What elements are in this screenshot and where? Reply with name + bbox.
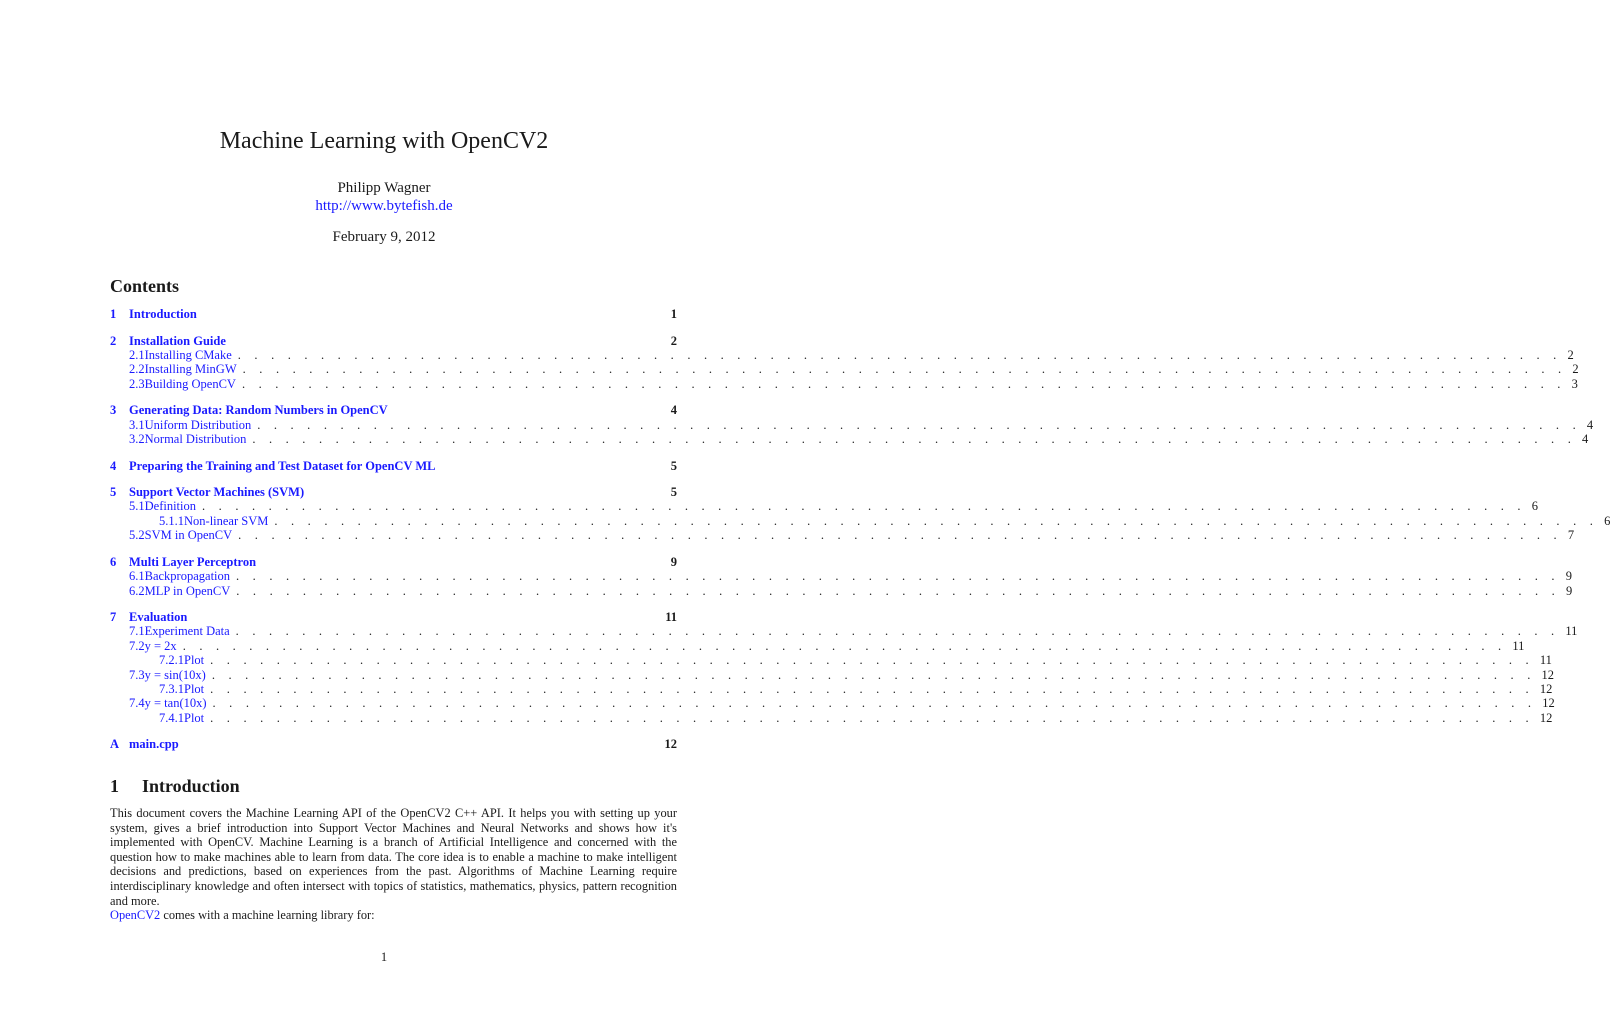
toc-leader-dots: . . . . . . . . . . . . . . . . . . . . . . . . . . . . . . . . . . . . . . . . . . . . . . . . . . . . . . . . . . . . . . . . . . . . . . . . . . . . . . . . [235, 624, 1560, 639]
toc-leader-dots: . . . . . . . . . . . . . . . . . . . . . . . . . . . . . . . . . . . . . . . . . . . . . . . . . . . . . . . . . . . . . . . . . . . . . . . . . . . . . . . . [242, 362, 1567, 377]
toc-entry-label[interactable]: Plot [184, 682, 205, 696]
intro-line-rest: comes with a machine learning library for: [160, 908, 375, 922]
toc-entry-number: 7.4 [129, 696, 145, 711]
toc-entry-page: 4 [670, 403, 677, 418]
toc-entry-page: 2 [1572, 362, 1579, 377]
toc-entry-page: 5 [670, 485, 677, 499]
toc-entry-number: 7.3.1 [159, 682, 184, 696]
toc-entry-page: 11 [1512, 638, 1525, 653]
toc-entry[interactable] [110, 710, 1553, 726]
toc-entry-label[interactable]: main.cpp [129, 737, 179, 752]
toc-entry-number: 7 [110, 610, 117, 624]
toc-entry[interactable] [110, 307, 677, 322]
toc-entry-number: 2.1 [129, 347, 145, 362]
toc-entry-label[interactable]: y = 2x [144, 638, 177, 653]
toc-entry-label[interactable]: Installation Guide [129, 333, 226, 348]
toc-entry-number: 3 [110, 403, 117, 418]
toc-entry-label[interactable]: Building OpenCV [144, 376, 236, 391]
toc-entry-number: 7.4.1 [159, 710, 184, 725]
toc-entry-label[interactable]: Installing CMake [144, 347, 232, 362]
toc-entry-page: 6 [1604, 513, 1610, 528]
toc-entry[interactable] [110, 417, 1594, 433]
toc-entry-page: 11 [1539, 653, 1552, 668]
toc-entry-label[interactable]: Uniform Distribution [144, 417, 252, 432]
toc-entry-page: 4 [1586, 417, 1594, 432]
toc-entry[interactable] [110, 555, 677, 570]
toc-entry-label[interactable]: Plot [184, 653, 205, 668]
toc-entry-label[interactable]: Non-linear SVM [184, 513, 269, 528]
toc-entry[interactable] [110, 485, 677, 500]
toc-entry-page: 1 [670, 307, 677, 321]
section-heading-introduction [110, 776, 240, 797]
toc-entry-page: 12 [1539, 710, 1553, 725]
document-date: February 9, 2012 [332, 229, 436, 245]
toc-entry-label[interactable]: Introduction [129, 307, 197, 321]
page-number: 1 [380, 950, 388, 964]
toc-entry[interactable] [110, 583, 1573, 599]
document-title: Machine Learning with OpenCV2 [219, 128, 549, 154]
toc-entry-page: 9 [1565, 569, 1572, 584]
toc-entry-page: 12 [1542, 696, 1555, 711]
toc-entry[interactable] [110, 610, 677, 625]
toc-entry-number: 1 [110, 307, 117, 321]
toc-entry-label[interactable]: Normal Distribution [144, 432, 247, 446]
toc-entry-label[interactable]: Evaluation [129, 610, 188, 624]
toc-entry-label[interactable]: SVM in OpenCV [144, 528, 233, 543]
toc-entry-page: 12 [664, 737, 677, 752]
toc-entry-label[interactable]: Preparing the Training and Test Dataset for OpenCV ML [129, 458, 436, 473]
section-number: 1 [110, 776, 119, 796]
toc-leader-dots: . . . . . . . . . . . . . . . . . . . . . . . . . . . . . . . . . . . . . . . . . . . . . . . . . . . . . . . . . . . . . . . . . . . . . . . . . . . . . . . . [210, 710, 1534, 725]
toc-leader-dots: . . . . . . . . . . . . . . . . . . . . . . . . . . . . . . . . . . . . . . . . . . . . . . . . . . . . . . . . . . . . . . . . . . . . . . . . . . . . . . . . [182, 638, 1507, 653]
toc-entry-page: 9 [1565, 583, 1573, 598]
toc-leader-dots: . . . . . . . . . . . . . . . . . . . . . . . . . . . . . . . . . . . . . . . . . . . . . . . . . . . . . . . . . . . . . . . . . . . . . . . . . . . . . . . . [212, 696, 1537, 711]
toc-leader-dots: . . . . . . . . . . . . . . . . . . . . . . . . . . . . . . . . . . . . . . . . . . . . . . . . . . . . . . . . . . . . . . . . . . . . . . . . . . . . . . . . [237, 347, 1562, 362]
toc-entry-label[interactable]: Installing MinGW [144, 362, 237, 377]
toc-entry-number: 7.3 [129, 667, 145, 682]
section-title: Introduction [142, 776, 240, 796]
toc-entry-page: 2 [670, 333, 677, 348]
contents-heading: Contents [110, 276, 180, 296]
intro-paragraph: This document covers the Machine Learning API of the OpenCV2 C++ API. It helps you with setting up your system, gives a brief introduction into Support Vector Machines and Neural Networks and shows how it's implemented with OpenCV. Machine Learning is a branch of Artificial Intelligence and concerned with the question how to make machines able to learn from data. The core idea is to enable a machine to make intelligent decisions and predictions, based on experiences from the past. Algorithms of Machine Learning require interdisciplinary knowledge and often intersect with topics of statistics, mathematics, physics, pattern recognition and more. [110, 806, 677, 908]
toc-entry-number: 6.2 [129, 583, 145, 598]
toc-entry-number: 5.1 [129, 499, 145, 514]
toc-entry[interactable] [110, 376, 1578, 392]
toc-entry-page: 11 [665, 610, 677, 624]
toc-entry[interactable] [110, 569, 1572, 584]
toc-entry[interactable] [110, 513, 1610, 529]
toc-entry-page: 5 [670, 458, 677, 473]
toc-leader-dots: . . . . . . . . . . . . . . . . . . . . . . . . . . . . . . . . . . . . . . . . . . . . . . . . . . . . . . . . . . . . . . . . . . . . . . . . . . . . . . . . [274, 513, 1599, 528]
toc-entry-page: 12 [1541, 667, 1555, 682]
toc-entry[interactable] [110, 696, 1555, 711]
toc-entry[interactable] [110, 362, 1579, 377]
author-url-link[interactable]: http://www.bytefish.de [315, 198, 453, 214]
toc-entry-label[interactable]: Backpropagation [144, 569, 231, 584]
toc-entry[interactable] [110, 334, 677, 349]
toc-entry-number: A [110, 737, 120, 752]
toc-entry-page: 12 [1539, 682, 1553, 696]
toc-entry-number: 2.3 [129, 376, 145, 391]
toc-leader-dots: . . . . . . . . . . . . . . . . . . . . . . . . . . . . . . . . . . . . . . . . . . . . . . . . . . . . . . . . . . . . . . . . . . . . . . . . . . . . . . . . [211, 667, 1536, 682]
toc-entry-number: 6 [110, 554, 117, 569]
toc-entry-number: 2 [110, 333, 117, 348]
toc-entry-number: 6.1 [129, 569, 145, 584]
toc-entry-label[interactable]: MLP in OpenCV [144, 583, 231, 598]
opencv2-link[interactable]: OpenCV2 [110, 908, 161, 922]
toc-entry-number: 3.2 [129, 432, 145, 446]
toc-entry-number: 3.1 [129, 417, 145, 432]
toc-leader-dots: . . . . . . . . . . . . . . . . . . . . . . . . . . . . . . . . . . . . . . . . . . . . . . . . . . . . . . . . . . . . . . . . . . . . . . . . . . . . . . . . [257, 417, 1581, 432]
author-name: Philipp Wagner [337, 180, 431, 196]
toc-leader-dots: . . . . . . . . . . . . . . . . . . . . . . . . . . . . . . . . . . . . . . . . . . . . . . . . . . . . . . . . . . . . . . . . . . . . . . . . . . . . . . . . [241, 376, 1566, 391]
toc-entry-label[interactable]: y = sin(10x) [144, 667, 206, 682]
toc-entry-page: 6 [1531, 499, 1538, 514]
toc-entry-number: 2.2 [129, 362, 145, 377]
toc-entry-number: 5.2 [129, 528, 145, 543]
toc-entry-number: 7.1 [129, 624, 145, 639]
toc-leader-dots: . . . . . . . . . . . . . . . . . . . . . . . . . . . . . . . . . . . . . . . . . . . . . . . . . . . . . . . . . . . . . . . . . . . . . . . . . . . . . . . . [252, 432, 1577, 446]
toc-entry-label[interactable]: Definition [144, 499, 197, 514]
toc-entry-page: 2 [1567, 347, 1574, 362]
toc-entry-number: 7.2 [129, 638, 145, 653]
toc-entry[interactable] [110, 499, 1538, 514]
toc-leader-dots: . . . . . . . . . . . . . . . . . . . . . . . . . . . . . . . . . . . . . . . . . . . . . . . . . . . . . . . . . . . . . . . . . . . . . . . . . . . . . . . . [202, 499, 1526, 514]
toc-entry-number: 4 [110, 458, 117, 473]
toc-entry-number: 7.2.1 [159, 653, 184, 668]
toc-entry[interactable] [110, 528, 1575, 543]
toc-entry-page: 9 [670, 554, 677, 569]
toc-leader-dots: . . . . . . . . . . . . . . . . . . . . . . . . . . . . . . . . . . . . . . . . . . . . . . . . . . . . . . . . . . . . . . . . . . . . . . . . . . . . . . . . [238, 528, 1562, 543]
toc-leader-dots: . . . . . . . . . . . . . . . . . . . . . . . . . . . . . . . . . . . . . . . . . . . . . . . . . . . . . . . . . . . . . . . . . . . . . . . . . . . . . . . . [236, 569, 1560, 584]
toc-entry-number: 5.1.1 [159, 513, 184, 528]
toc-entry-label[interactable]: Multi Layer Perceptron [129, 554, 257, 569]
toc-entry[interactable] [110, 624, 1578, 639]
toc-leader-dots: . . . . . . . . . . . . . . . . . . . . . . . . . . . . . . . . . . . . . . . . . . . . . . . . . . . . . . . . . . . . . . . . . . . . . . . . . . . . . . . . [210, 682, 1534, 696]
toc-entry-page: 11 [1565, 624, 1578, 639]
toc-entry[interactable] [110, 653, 1552, 668]
intro-line-opencv2 [110, 908, 677, 923]
toc-entry[interactable] [110, 638, 1525, 654]
toc-entry[interactable] [110, 347, 1574, 363]
toc-entry-label[interactable]: Support Vector Machines (SVM) [129, 485, 305, 499]
toc-entry-label[interactable]: Generating Data: Random Numbers in OpenCV [129, 403, 388, 418]
toc-entry[interactable] [110, 682, 1553, 697]
toc-entry-page: 4 [1582, 432, 1589, 446]
toc-entry[interactable] [110, 432, 1589, 447]
toc-entry[interactable] [110, 737, 677, 752]
toc-entry-number: 5 [110, 485, 117, 499]
toc-leader-dots: . . . . . . . . . . . . . . . . . . . . . . . . . . . . . . . . . . . . . . . . . . . . . . . . . . . . . . . . . . . . . . . . . . . . . . . . . . . . . . . . [210, 653, 1534, 668]
toc-entry[interactable] [110, 667, 1555, 683]
toc-entry-label[interactable]: y = tan(10x) [144, 696, 207, 711]
toc-entry[interactable] [110, 459, 677, 474]
toc-entry-page: 7 [1567, 528, 1575, 543]
toc-entry-page: 3 [1571, 376, 1578, 391]
toc-leader-dots: . . . . . . . . . . . . . . . . . . . . . . . . . . . . . . . . . . . . . . . . . . . . . . . . . . . . . . . . . . . . . . . . . . . . . . . . . . . . . . . . [236, 583, 1560, 598]
toc-entry-label[interactable]: Experiment Data [144, 624, 230, 639]
toc-entry[interactable] [110, 403, 677, 418]
toc-entry-label[interactable]: Plot [184, 710, 205, 725]
